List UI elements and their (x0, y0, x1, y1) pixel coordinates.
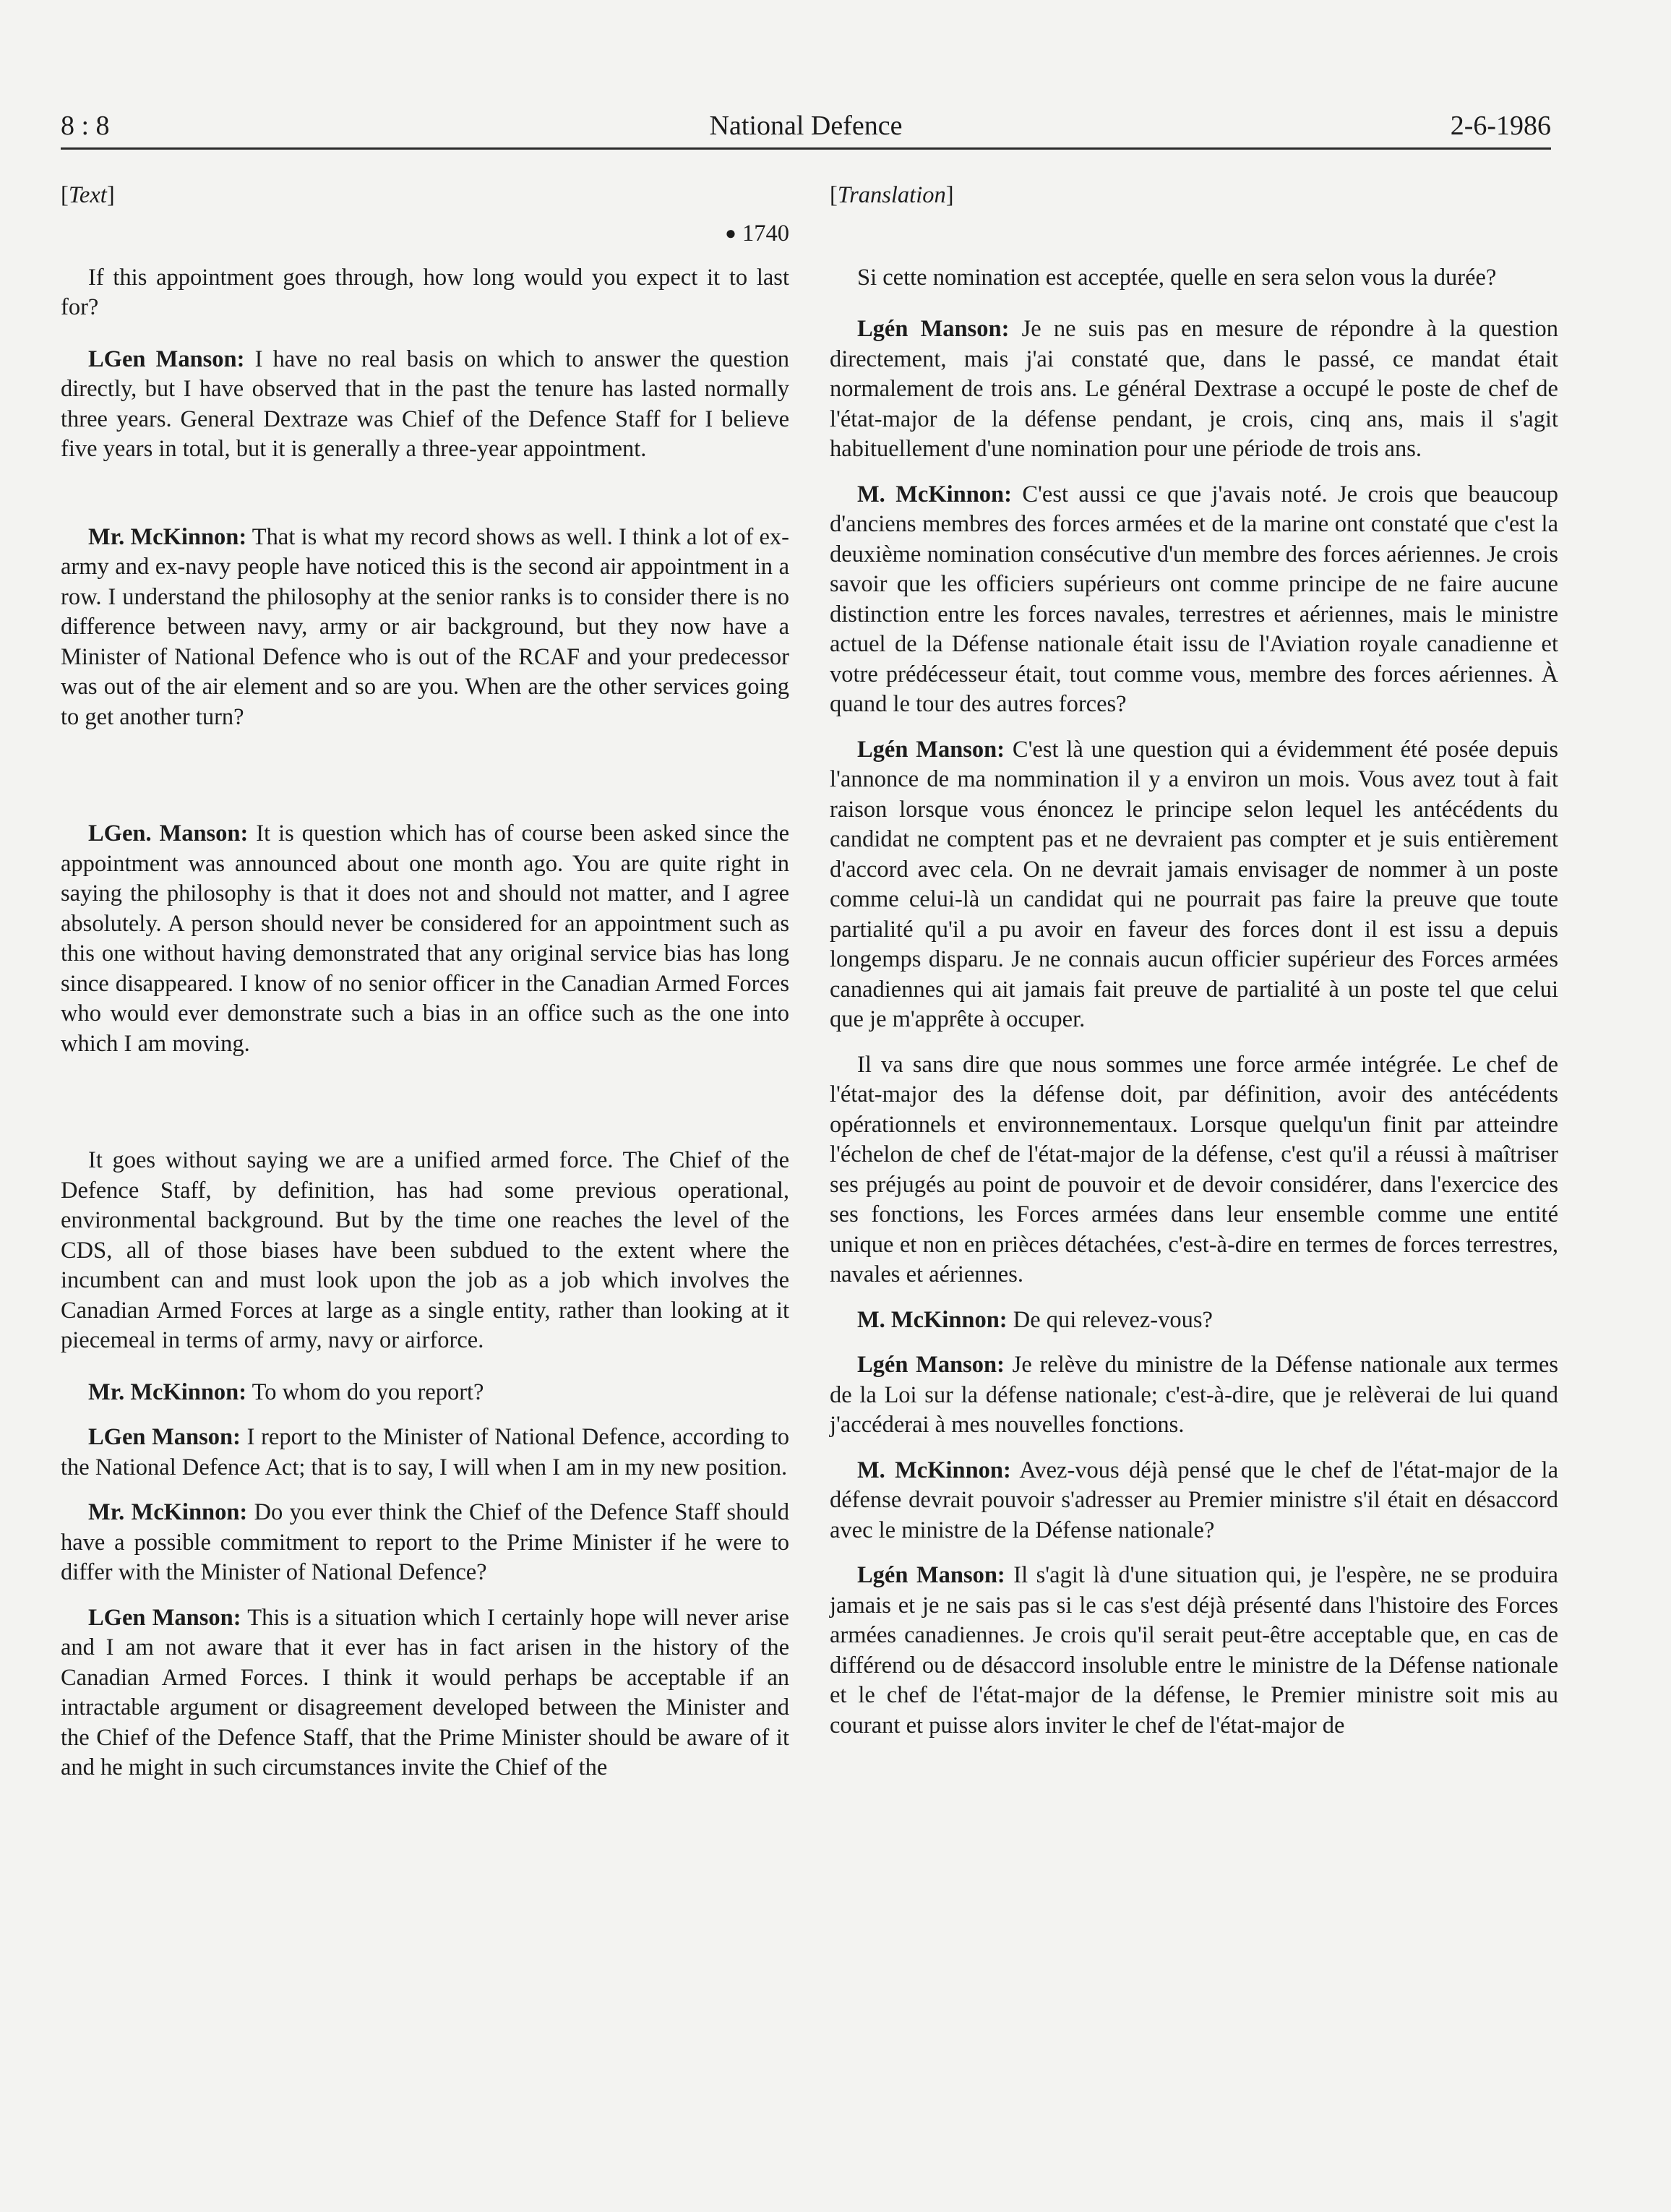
english-column (61, 181, 789, 1783)
paragraph: Lgén Manson: Je relève du ministre de la Défense nationale aux termes de la Loi sur la défense nationale; c'est-à-dire, que je relèverai de lui quand j'accéderai à mes nouvelles fonctions. (830, 1352, 1558, 1438)
paragraph: Mr. McKinnon: Do you ever think the Chief of the Defence Staff should have a possible commitment to report to the Prime Minister if he were to differ with the Minister of National Defence? (61, 1499, 790, 1585)
speaker-name: LGen Manson: (88, 1604, 241, 1631)
time-marker-spacer (830, 218, 1558, 248)
paragraph: LGen Manson: I have no real basis on which to answer the question directly, but I have observed that in the past the tenure has lasted normally three years. General Dextraze was Chief of the Defence Staff for I believe five years in total, but it is generally a three-year appointment. (61, 346, 789, 462)
paragraph: M. McKinnon: C'est aussi ce que j'avais noté. Je crois que beaucoup d'anciens membres des forces armées et de la marine ont constaté que c'est la deuxième nomination consécutive d'un membre des forces aériennes. Je crois savoir que les officiers supérieurs ont comme principe de ne faire aucune distinction entre les forces navales, terrestres et aériennes, mais le ministre actuel de la Défense nationale était issu de l'Aviation royale canadienne et votre prédécesseur était, tout comme vous, membre des forces aériennes. À quand le tour des autres forces? (830, 481, 1558, 717)
french-column (830, 181, 1558, 1741)
speaker-name: M. McKinnon: (857, 481, 1012, 507)
speaker-name: M. McKinnon: (857, 1457, 1011, 1483)
page-number: 8 : 8 (61, 111, 110, 141)
speaker-name: Mr. McKinnon: (88, 1379, 247, 1405)
speaker-name: LGen Manson: (88, 346, 245, 372)
speaker-name: Lgén Manson: (857, 1352, 1005, 1378)
session-date: 2-6-1986 (1450, 111, 1551, 141)
column-heading-text: [Text] (61, 182, 115, 208)
paragraph: Lgén Manson: Il s'agit là d'une situation qui, je l'espère, ne se produira jamais et je ne sais pas si le cas s'est déjà présenté dans l'histoire des Forces armées canadiennes. Je crois qu'il serait peut-être acceptable que, en cas de différend ou de désaccord insoluble entre le ministre de la Défense nationale et le chef de l'état-major de la défense, le Premier ministre soit mis au courant et puisse alors inviter le chef de l'état-major de (830, 1562, 1558, 1739)
speaker-name: Lgén Manson: (857, 316, 1010, 342)
paragraph: Mr. McKinnon: That is what my record shows as well. I think a lot of ex-army and ex-navy people have noticed this is the second air appointment in a row. I understand the philosophy at the senior ranks is to consider there is no difference between navy, army or air background, but they now have a Minister of National Defence who is out of the RCAF and your predecessor was out of the air element and so are you. When are the other services going to get another turn? (61, 523, 789, 730)
paragraph: Il va sans dire que nous sommes une force armée intégrée. Le chef de l'état-major des la défense doit, par définition, avoir des antécédents opérationnels et environnementaux. Lorsque quelqu'un finit par atteindre l'échelon de chef de l'état-major de la défense, c'est qu'il a réussi à maîtriser ses préjugés au point de pouvoir et de devoir considérer, dans l'exercice des ses fonctions, les Forces armées dans leur ensemble comme une entité unique et non en prièces détachées, c'est-à-dire en termes de forces terrestres, navales et aériennes. (830, 1051, 1558, 1287)
speaker-name: Lgén Manson: (857, 1562, 1005, 1588)
paragraph: Mr. McKinnon: To whom do you report? (88, 1379, 484, 1405)
speaker-name: Mr. McKinnon: (88, 523, 247, 550)
paragraph: Lgén Manson: C'est là une question qui a évidemment été posée depuis l'annonce de ma nommination il y a environ un mois. Vous avez tout à fait raison lorsque vous énoncez le principe selon lequel les antécédents du candidat ne comptent pas et ne devraient pas compter et je suis entièrement d'accord avec cela. On ne devrait jamais envisager de nommer à un poste comme celui-là un candidat qui ne pourrait pas faire la preuve que toute partialité qu'il a pu avoir en faveur des forces dont il est issu a depuis longemps disparu. Je ne connais aucun officier supérieur des Forces armées canadiennes qui ait jamais fait preuve de partialité à un poste tel que celui que je m'apprête à occuper. (830, 736, 1558, 1032)
paragraph: Si cette nomination est acceptée, quelle en sera selon vous la durée? (857, 264, 1497, 291)
paragraph: LGen Manson: I report to the Minister of National Defence, according to the National Defence Act; that is to say, I will when I am in my new position. (61, 1424, 789, 1480)
paragraph: M. McKinnon: De qui relevez-vous? (857, 1306, 1213, 1333)
paragraph: It goes without saying we are a unified armed force. The Chief of the Defence Staff, by definition, has had some previous operational, environmental background. But by the time one reaches the level of the CDS, all of those biases have been subdued to the extent where the incumbent can and must look upon the job as a job which involves the Canadian Armed Forces at large as a single entity, rather than looking at it piecemeal in terms of army, navy or airforce. (61, 1147, 789, 1353)
speaker-name: LGen Manson: (88, 1424, 241, 1450)
column-heading-translation: [Translation] (830, 182, 954, 208)
speaker-name: Mr. McKinnon: (88, 1499, 248, 1525)
bullet-icon: ● (725, 222, 736, 244)
time-marker: ● 1740 (725, 220, 789, 247)
paragraph: If this appointment goes through, how long would you expect it to last for? (61, 264, 789, 320)
paragraph: Lgén Manson: Je ne suis pas en mesure de répondre à la question directement, mais j'ai constaté que, dans le passé, ce mandat était normalement de trois ans. Le général Dextrase a occupé le poste de chef de l'état-major de la défense pendant, je crois, cinq ans, mais il s'agit habituellement d'une nomination pour une période de trois ans. (830, 316, 1558, 462)
speaker-name: M. McKinnon: (857, 1306, 1008, 1333)
speaker-name: Lgén Manson: (857, 736, 1005, 763)
header-rule (61, 147, 1551, 150)
paragraph: LGen Manson: This is a situation which I certainly hope will never arise and I am not aware that it ever has in fact arisen in the history of the Canadian Armed Forces. I think it would perhaps be acceptable if an intractable argument or disagreement developed between the Minister and the Chief of the Defence Staff, that the Prime Minister should be aware of it and he might in such circumstances invite the Chief of the (61, 1604, 789, 1780)
page-title: National Defence (709, 111, 903, 141)
paragraph: M. McKinnon: Avez-vous déjà pensé que le chef de l'état-major de la défense devrait pouvoir s'adresser au Premier ministre s'il était en désaccord avec le ministre de la Défense nationale? (830, 1457, 1558, 1543)
paragraph: LGen. Manson: It is question which has of course been asked since the appointment was announced about one month ago. You are quite right in saying the philosophy is that it does not and should not matter, and I agree absolutely. A person should never be considered for an appointment such as this one without having demonstrated that any original service bias has long since disappeared. I know of no senior officer in the Canadian Armed Forces who would ever demonstrate such a bias in an office such as the one into which I am moving. (61, 820, 789, 1057)
running-header (61, 110, 1551, 146)
speaker-name: LGen. Manson: (88, 820, 249, 846)
